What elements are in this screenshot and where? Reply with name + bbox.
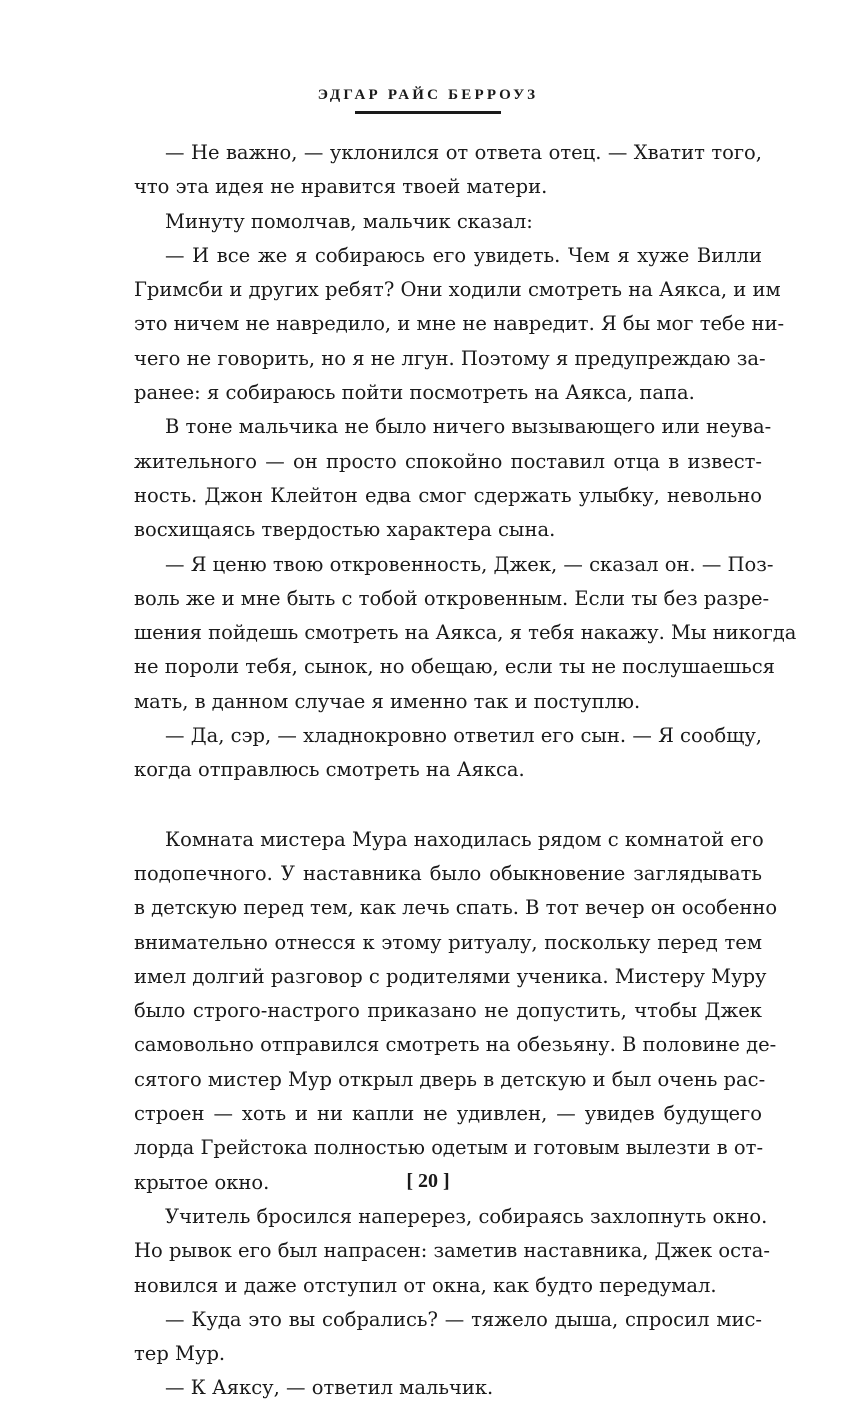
text-line: чего не говорить, но я не лгун. Поэтому я предупреждаю за-	[134, 346, 766, 370]
text-line: тер Мур.	[134, 1342, 226, 1366]
body-text	[134, 136, 797, 1406]
text-line: Учитель бросился наперерез, собираясь захлопнуть окно.	[165, 1204, 768, 1228]
text-line: восхищаясь твердостью характера сына.	[134, 518, 556, 542]
text-line: это ничем не навредило, и мне не навредит. Я бы мог тебе ни-	[134, 312, 785, 336]
page-number: [ 20 ]	[406, 1170, 450, 1192]
text-line: Но рывок его был напрасен: заметив наставника, Джек оста-	[134, 1239, 770, 1263]
text-line: в детскую перед тем, как лечь спать. В тот вечер он особенно	[134, 896, 778, 920]
text-line: ранее: я собираюсь пойти посмотреть на Аякса, папа.	[134, 381, 695, 405]
text-line: мать, в данном случае я именно так и поступлю.	[134, 689, 641, 713]
text-line: что эта идея не нравится твоей матери.	[134, 175, 548, 199]
text-line: крытое окно.	[134, 1170, 270, 1194]
text-line: Гримсби и других ребят? Они ходили смотреть на Аякса, и им	[134, 278, 781, 302]
section-break	[134, 788, 762, 823]
text-line: строен — хоть и ни капли не удивлен, — увидев будущего	[134, 1102, 762, 1126]
header-rule	[355, 111, 501, 114]
text-line: — Не важно, — уклонился от ответа отец. — Хватит того,	[165, 141, 762, 164]
text-line: — Куда это вы собрались? — тяжело дыша, спросил мис-	[165, 1307, 762, 1331]
text-line: — К Аяксу, — ответил мальчик.	[165, 1376, 494, 1400]
text-line: жительного — он просто спокойно поставил отца в извест-	[134, 449, 762, 473]
text-line: внимательно отнесся к этому ритуалу, поскольку перед тем	[134, 930, 762, 954]
text-line: Минуту помолчав, мальчик сказал:	[165, 209, 533, 233]
text-line: — И все же я собираюсь его увидеть. Чем я хуже Вилли	[165, 243, 762, 267]
text-line: лорда Грейстока полностью одетым и готовым вылезти в от-	[134, 1136, 764, 1160]
text-line: ность. Джон Клейтон едва смог сдержать улыбку, невольно	[134, 483, 762, 507]
text-line: шения пойдешь смотреть на Аякса, я тебя накажу. Мы никогда	[134, 621, 797, 645]
text-line: — Да, сэр, — хладнокровно ответил его сын. — Я сообщу,	[165, 724, 762, 748]
text-line: Комната мистера Мура находилась рядом с комнатой его	[165, 827, 764, 851]
text-line: В тоне мальчика не было ничего вызывающего или неува-	[165, 415, 772, 439]
text-line: — Я ценю твою откровенность, Джек, — сказал он. — Поз-	[165, 552, 774, 576]
text-line: когда отправлюсь смотреть на Аякса.	[134, 758, 525, 782]
text-line: самовольно отправился смотреть на обезьяну. В половине де-	[134, 1033, 777, 1057]
text-line: сятого мистер Мур открыл дверь в детскую и был очень рас-	[134, 1067, 766, 1091]
running-header	[0, 84, 856, 114]
text-line: было строго-настрого приказано не допустить, чтобы Джек	[134, 999, 762, 1023]
text-line: подопечного. У наставника было обыкновение заглядывать	[134, 861, 762, 885]
text-line: не пороли тебя, сынок, но обещаю, если ты не послушаешься	[134, 655, 775, 679]
author-name: ЭДГАР РАЙС БЕРРОУЗ	[317, 87, 539, 103]
text-line: воль же и мне быть с тобой откровенным. Если ты без разре-	[134, 586, 770, 610]
text-line: имел долгий разговор с родителями ученика. Мистеру Муру	[134, 964, 767, 988]
text-line: новился и даже отступил от окна, как будто передумал.	[134, 1273, 717, 1297]
